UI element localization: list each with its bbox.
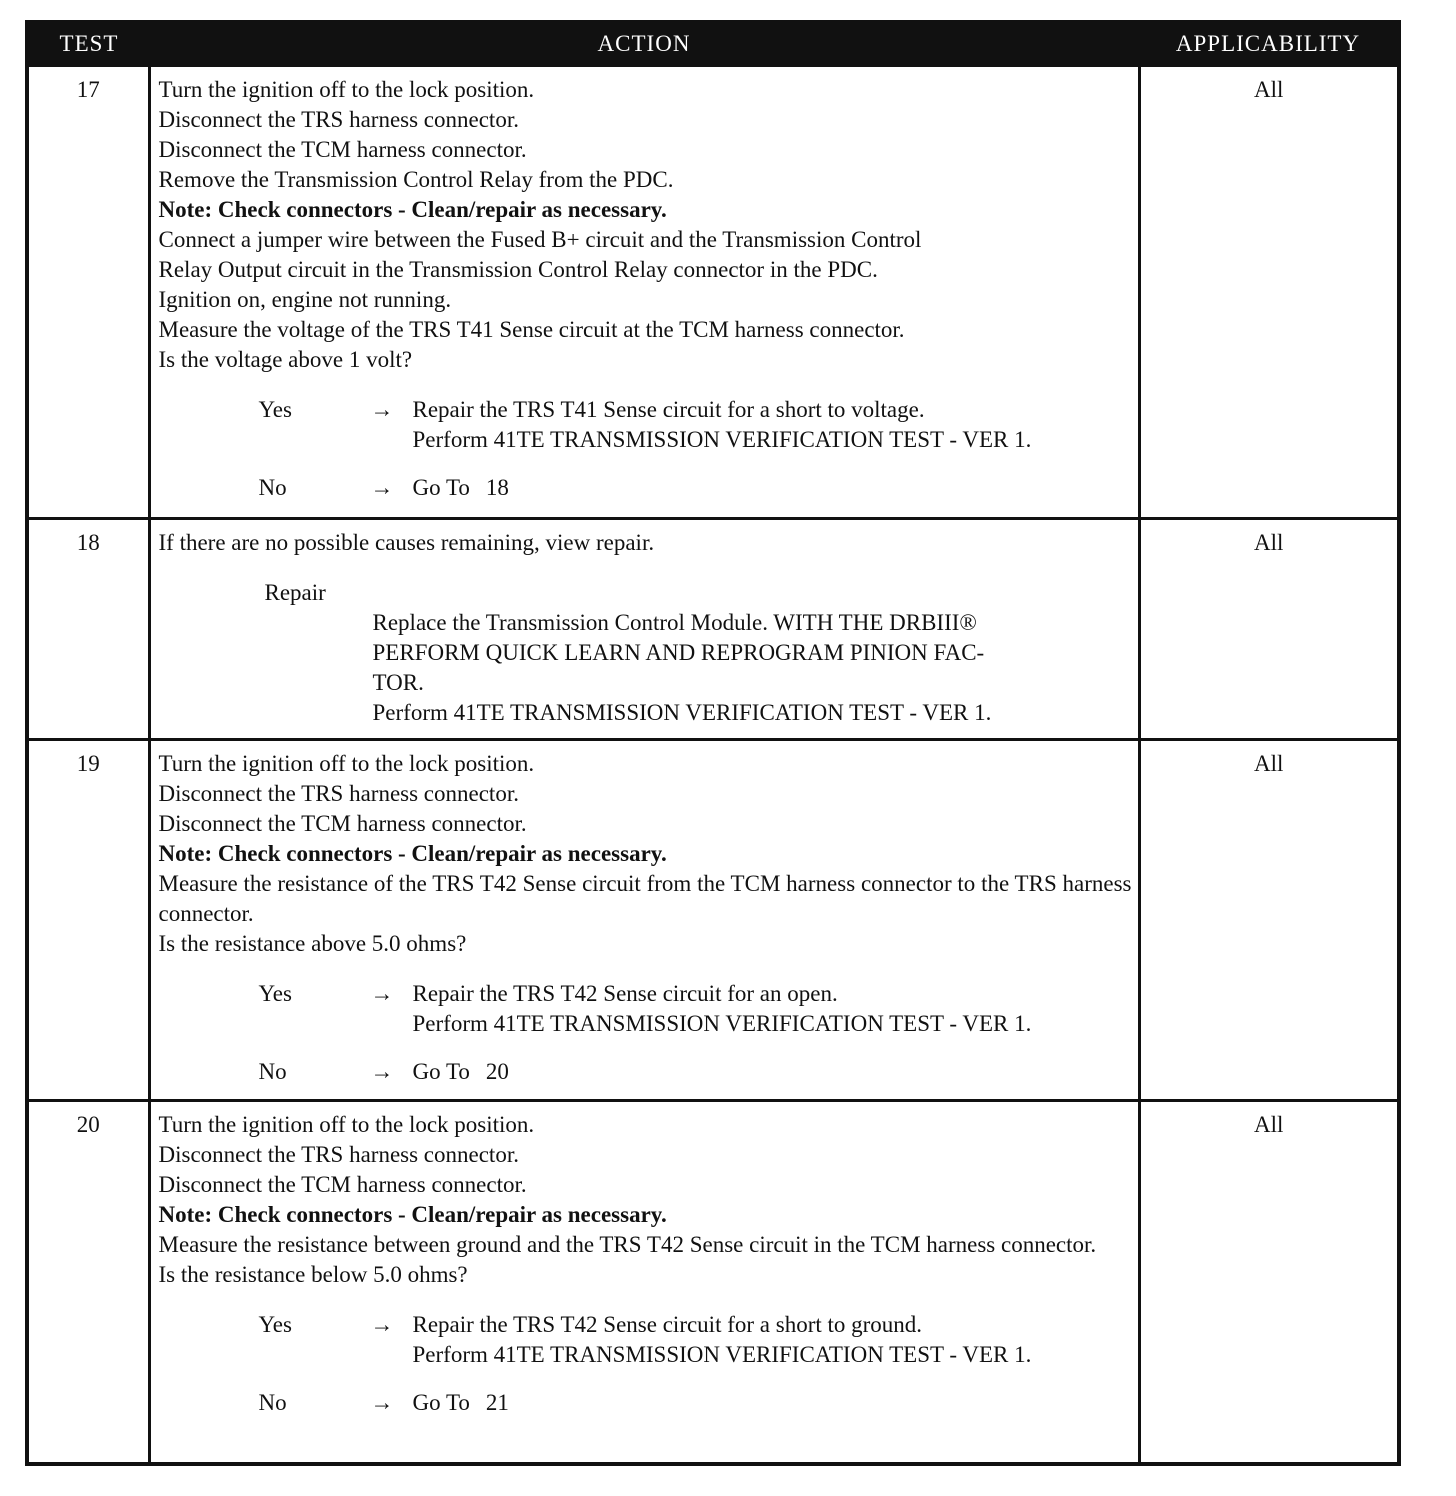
repair-text: PERFORM QUICK LEARN AND REPROGRAM PINION FAC- [372, 640, 985, 665]
step-text: Disconnect the TRS harness connector. [158, 1142, 519, 1167]
step-text: Disconnect the TCM harness connector. [158, 137, 527, 162]
header-test: TEST [27, 22, 149, 66]
step-text: Ignition on, engine not running. [158, 287, 452, 312]
step-text: Measure the voltage of the TRS T41 Sense circuit at the TCM harness connector. [158, 317, 905, 342]
applicability-value: All [1139, 66, 1399, 519]
goto-target: 21 [485, 1390, 509, 1415]
yes-label: Yes [258, 1312, 292, 1337]
step-text: Remove the Transmission Control Relay from the PDC. [158, 167, 674, 192]
yes-outcome [259, 1310, 1132, 1370]
yes-action: Perform 41TE TRANSMISSION VERIFICATION TEST - VER 1. [412, 1011, 1032, 1036]
test-number: 17 [27, 66, 149, 519]
step-text: Turn the ignition off to the lock position. [158, 1112, 535, 1137]
table-row-test-18 [27, 519, 1399, 740]
step-text: Connect a jumper wire between the Fused B+ circuit and the Transmission Control [158, 227, 922, 252]
repair-label: Repair [264, 580, 326, 605]
repair-text: TOR. [372, 670, 424, 695]
step-text: Disconnect the TRS harness connector. [158, 107, 519, 132]
applicability-value: All [1139, 519, 1399, 740]
yes-action: Repair the TRS T42 Sense circuit for a short to ground. [412, 1312, 923, 1337]
arrow-icon: → [370, 1390, 394, 1415]
goto-label: Go To [412, 1390, 470, 1415]
action-cell [149, 519, 1139, 740]
question-text: Is the voltage above 1 volt? [158, 347, 413, 372]
yes-action: Repair the TRS T42 Sense circuit for an open. [412, 981, 838, 1006]
repair-text: Perform 41TE TRANSMISSION VERIFICATION TEST - VER 1. [372, 700, 992, 725]
test-number: 19 [27, 740, 149, 1101]
step-text: Disconnect the TCM harness connector. [158, 811, 527, 836]
diagnostic-test-table [25, 20, 1401, 1466]
yes-action: Perform 41TE TRANSMISSION VERIFICATION TEST - VER 1. [412, 1342, 1032, 1367]
header-action: ACTION [149, 22, 1139, 66]
yes-label: Yes [258, 981, 292, 1006]
note-text: Note: Check connectors - Clean/repair as necessary. [158, 841, 667, 866]
step-text: Turn the ignition off to the lock position. [158, 751, 535, 776]
arrow-icon: → [370, 1312, 394, 1337]
step-text: Measure the resistance of the TRS T42 Sense circuit from the TCM harness connector to the TRS harness connector. [158, 871, 1132, 926]
step-text: Turn the ignition off to the lock position. [158, 77, 535, 102]
note-text: Note: Check connectors - Clean/repair as necessary. [158, 1202, 667, 1227]
table-row-test-17 [27, 66, 1399, 519]
action-cell [149, 66, 1139, 519]
repair-text: Replace the Transmission Control Module. WITH THE DRBIII® [372, 610, 977, 635]
yes-action: Perform 41TE TRANSMISSION VERIFICATION TEST - VER 1. [412, 427, 1032, 452]
yes-action: Repair the TRS T41 Sense circuit for a short to voltage. [412, 397, 925, 422]
no-outcome [259, 1057, 1132, 1087]
goto-label: Go To [412, 475, 470, 500]
step-text: If there are no possible causes remaining, view repair. [158, 530, 655, 555]
table-row-test-20 [27, 1101, 1399, 1464]
yes-outcome [259, 395, 1132, 455]
yes-outcome [259, 979, 1132, 1039]
no-label: No [258, 1390, 287, 1415]
goto-target: 20 [485, 1059, 509, 1084]
step-text: Disconnect the TCM harness connector. [158, 1172, 527, 1197]
no-label: No [258, 1059, 287, 1084]
step-text: Relay Output circuit in the Transmission Control Relay connector in the PDC. [158, 257, 878, 282]
header-applicability: APPLICABILITY [1139, 22, 1399, 66]
question-text: Is the resistance below 5.0 ohms? [158, 1262, 468, 1287]
step-text: Disconnect the TRS harness connector. [158, 781, 519, 806]
goto-label: Go To [412, 1059, 470, 1084]
no-outcome [259, 473, 1132, 503]
yes-label: Yes [258, 397, 292, 422]
table-row-test-19 [27, 740, 1399, 1101]
no-label: No [258, 475, 287, 500]
note-text: Note: Check connectors - Clean/repair as necessary. [158, 197, 667, 222]
applicability-value: All [1139, 1101, 1399, 1464]
arrow-icon: → [370, 1059, 394, 1084]
question-text: Is the resistance above 5.0 ohms? [158, 931, 467, 956]
applicability-value: All [1139, 740, 1399, 1101]
table-header [27, 22, 1399, 66]
goto-target: 18 [485, 475, 509, 500]
action-cell [149, 1101, 1139, 1464]
repair-body [373, 608, 1132, 728]
header-row [27, 22, 1399, 66]
arrow-icon: → [370, 475, 394, 500]
test-number: 20 [27, 1101, 149, 1464]
step-text: Measure the resistance between ground and the TRS T42 Sense circuit in the TCM harness connector. [158, 1232, 1097, 1257]
arrow-icon: → [370, 981, 394, 1006]
no-outcome [259, 1388, 1132, 1418]
arrow-icon: → [370, 397, 394, 422]
test-number: 18 [27, 519, 149, 740]
action-cell [149, 740, 1139, 1101]
